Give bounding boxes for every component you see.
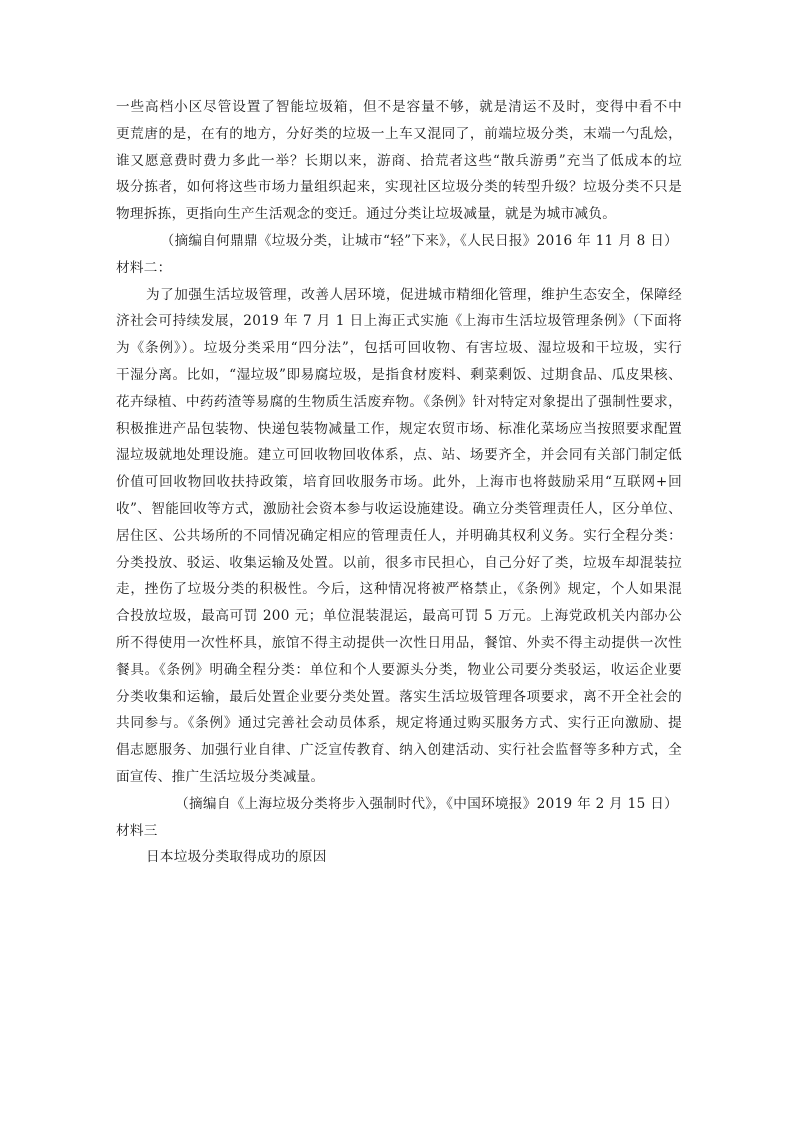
material2-line: 济社会可持续发展，2019 年 7 月 1 日上海正式实施《上海市生活垃圾管理条例》（下面将 — [116, 313, 682, 330]
material2-line: 湿垃圾就地处理设施。建立可回收物回收体系，点、站、场要齐全，并会同有关部门制定低 — [116, 447, 682, 464]
material2-line: 分类投放、驳运、收集运输及处置。以前，很多市民担心，自己分好了类，垃圾车却混装拉 — [116, 554, 682, 571]
material3-caption: 日本垃圾分类取得成功的原因 — [146, 849, 327, 866]
material2-line: 干湿分离。比如，“湿垃圾”即易腐垃圾，是指食材废料、剩菜剩饭、过期食品、瓜皮果核、 — [116, 366, 682, 383]
material2-line: 花卉绿植、中药药渣等易腐的生物质生活废弃物。《条例》针对特定对象提出了强制性要求， — [116, 393, 682, 410]
material1-line: 谁又愿意费时费力多此一举？长期以来，游商、拾荒者这些“散兵游勇”充当了低成本的垃 — [116, 152, 682, 169]
material2-heading: 材料二： — [116, 259, 172, 276]
material1-source: （摘编自何鼎鼎《垃圾分类，让城市“轻”下来》，《人民日报》2016 年 11 月 8 日） — [160, 232, 678, 249]
material2-line: 走，挫伤了垃圾分类的积极性。今后，这种情况将被严格禁止，《条例》规定，个人如果混 — [116, 581, 682, 598]
material2-line: 收”、智能回收等方式，激励社会资本参与收运设施建设。确立分类管理责任人，区分单位、 — [116, 500, 682, 517]
material1-line: 一些高档小区尽管设置了智能垃圾箱，但不是容量不够，就是清运不及时，变得中看不中 — [116, 99, 682, 115]
material2-line-last: 面宣传、推广生活垃圾分类减量。 — [116, 768, 325, 785]
material2-line: 所不得使用一次性杯具，旅馆不得主动提供一次性日用品，餐馆、外卖不得主动提供一次性 — [116, 634, 682, 651]
material3-heading: 材料三 — [116, 822, 158, 839]
material2-line: 为了加强生活垃圾管理，改善人居环境，促进城市精细化管理，维护生态安全，保障经 — [146, 286, 682, 303]
material2-source: （摘编自《上海垃圾分类将步入强制时代》，《中国环境报》2019 年 2 月 15 日） — [175, 795, 678, 812]
material2-line: 共同参与。《条例》通过完善社会动员体系，规定将通过购买服务方式、实行正向激励、提 — [116, 715, 682, 732]
material2-line: 分类收集和运输，最后处置企业要分类处置。落实生活垃圾管理各项要求，离不开全社会的 — [116, 688, 682, 705]
material2-line: 餐具。《条例》明确全程分类：单位和个人要源头分类，物业公司要分类驳运，收运企业要 — [116, 661, 682, 678]
material2-line: 居住区、公共场所的不同情况确定相应的管理责任人，并明确其权利义务。实行全程分类： — [116, 527, 682, 544]
material1-line: 圾分拣者，如何将这些市场力量组织起来，实现社区垃圾分类的转型升级？垃圾分类不只是 — [116, 179, 682, 196]
document-body — [116, 94, 682, 871]
material2-line: 价值可回收物回收扶持政策，培育回收服务市场。此外，上海市也将鼓励采用“互联网+回 — [116, 474, 682, 491]
material2-line: 积极推进产品包装物、快递包装物减量工作，规定农贸市场、标准化菜场应当按照要求配置 — [116, 420, 682, 437]
material2-line: 倡志愿服务、加强行业自律、广泛宣传教育、纳入创建活动、实行社会监督等多种方式，全 — [116, 742, 682, 759]
material1-line: 更荒唐的是，在有的地方，分好类的垃圾一上车又混同了，前端垃圾分类，末端一勺乱烩， — [116, 125, 682, 142]
material2-line: 合投放垃圾，最高可罚 200 元；单位混装混运，最高可罚 5 万元。上海党政机关内部办公 — [116, 608, 682, 625]
material1-line-last: 物理拆拣，更指向生产生活观念的变迁。通过分类让垃圾减量，就是为城市减负。 — [116, 206, 617, 223]
material2-line: 为《条例》）。垃圾分类采用“四分法”，包括可回收物、有害垃圾、湿垃圾和干垃圾，实行 — [116, 340, 682, 357]
